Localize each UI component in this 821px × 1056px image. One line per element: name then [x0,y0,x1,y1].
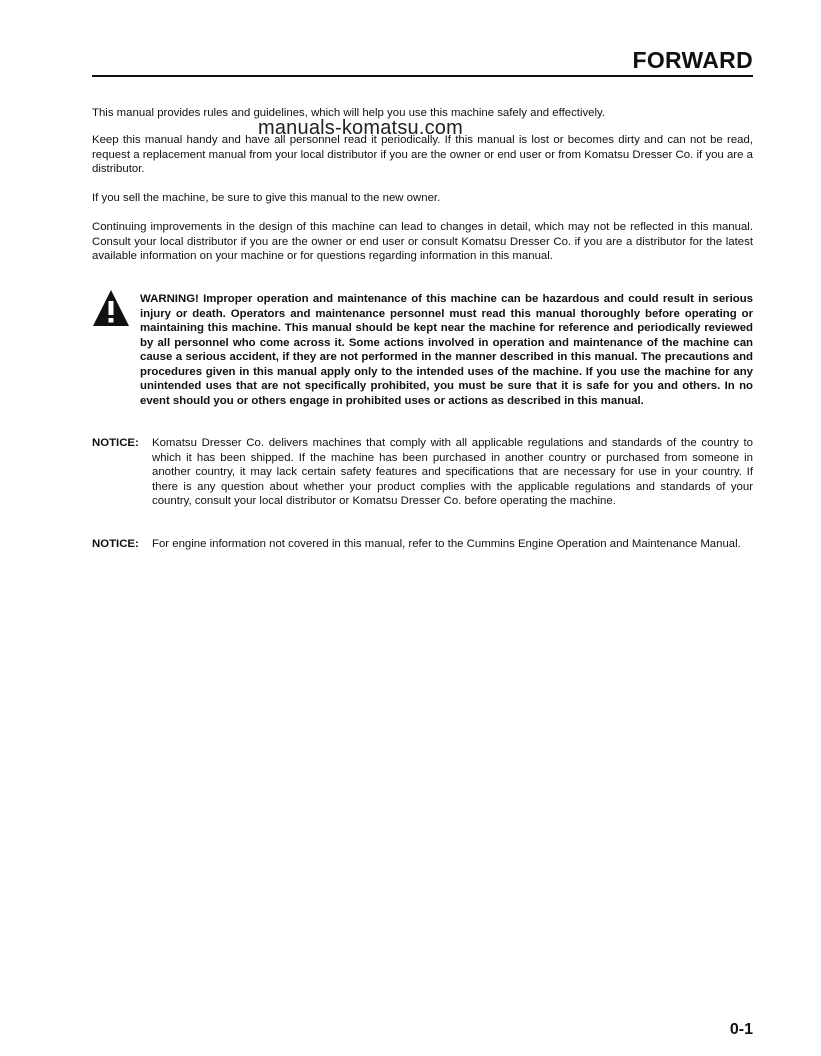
header-rule [92,75,753,77]
notice-engine [92,537,753,552]
page-title: FORWARD [632,47,753,73]
notice-text: For engine information not covered in this manual, refer to the Cummins Engine Operation and Maintenance Manual. [152,538,741,550]
page-number: 0-1 [729,1021,753,1038]
notice-label: NOTICE: [92,538,139,550]
sell-machine-paragraph: If you sell the machine, be sure to give this manual to the new owner. [92,192,441,204]
keep-manual-paragraph: Keep this manual handy and have all personnel read it periodically. If this manual is lost or becomes dirty and can not be read, request a replacement manual from your local distributor if you are the owner or end user or from Komatsu Dresser Co. if you are a distributor. [92,134,753,175]
watermark: manuals-komatsu.com [258,117,463,139]
warning-text: WARNING! Improper operation and maintenance of this machine can be hazardous and could result in serious injury or death. Operators and maintenance personnel must read this manual thoroughly before operating or maintaining this machine. This manual should be kept near the machine for reference and periodically reviewed by all personnel who come across it. Some actions involved in operation and maintenance of the machine can cause a serious accident, if they are not performed in the manner described in this manual. The precautions and procedures given in this manual apply only to the intended uses of the machine. If you use the machine for any unintended uses that are not specifically prohibited, you must be sure that it is safe for you and others. In no event should you or others engage in prohibited uses or actions as described in this manual. [140,293,753,407]
warning-triangle-icon [92,289,130,327]
notice-label: NOTICE: [92,437,139,449]
improvements-paragraph: Continuing improvements in the design of this machine can lead to changes in detail, which may not be reflected in this manual. Consult your local distributor if you are the owner or end user or consult Komatsu Dresser Co. if you are a distributor for the latest available information on your machine or for questions regarding information in this manual. [92,221,753,262]
notice-text: Komatsu Dresser Co. delivers machines that comply with all applicable regulations and standards of the country to which it has been shipped. If the machine has been purchased in another country or purchased from someone in another country, it may lack certain safety features and specifications that are necessary for use in your country. If there is any question about whether your product complies with the applicable regulations and standards of your country, consult your local distributor or Komatsu Dresser Co. before operating the machine. [152,437,753,507]
intro-paragraph: This manual provides rules and guidelines, which will help you use this machine safely and effectively. [92,107,606,119]
notice-regulations [92,436,753,509]
